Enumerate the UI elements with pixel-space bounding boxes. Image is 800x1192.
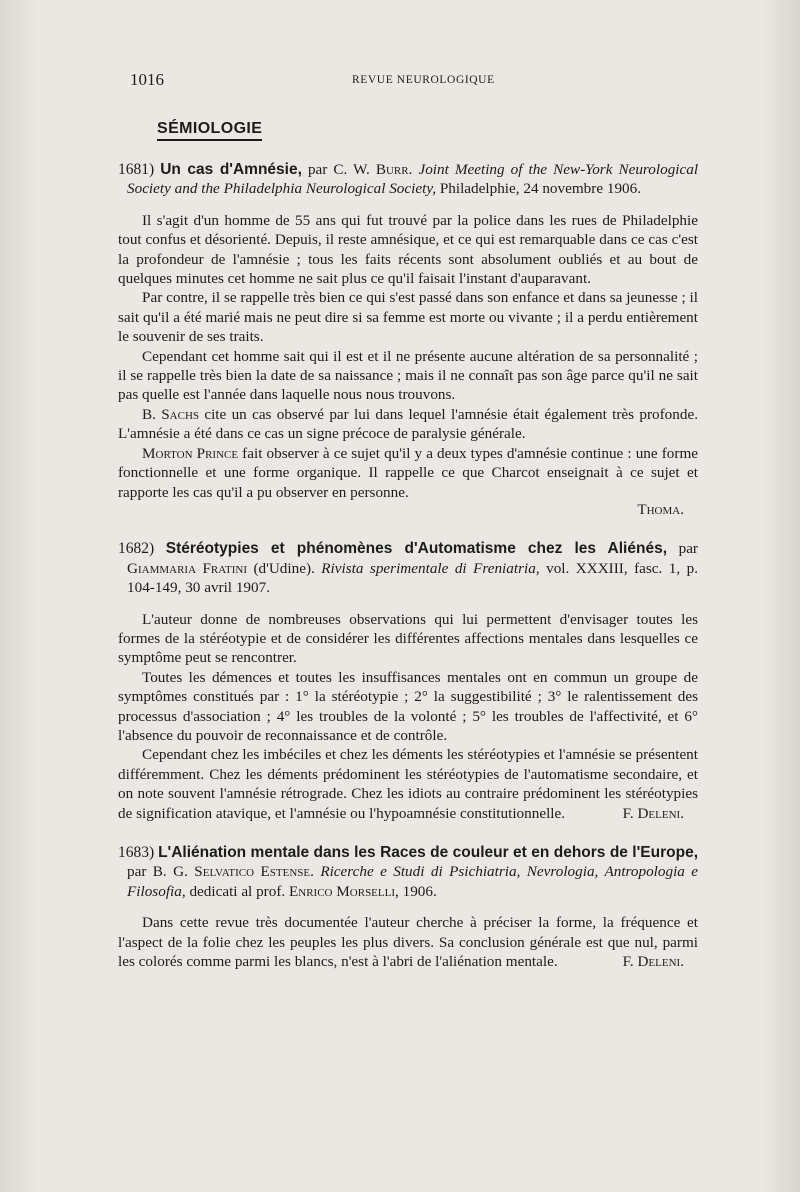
article-1681 [118,160,698,519]
article-place-date: Philadelphie, 24 novembre 1906. [439,180,642,198]
running-title: REVUE NEUROLOGIQUE [352,74,495,86]
article-heading [118,539,698,597]
article-heading [118,160,698,199]
paragraph-text: Cependant chez les imbéciles et chez les déments les stéréotypies et l'amnésie se présentent différemment. Chez les déments prédominent les stéréotypies de l'automatisme secondaire, et on note souvent l'amnésie rétrograde. Chez les idiots au contraire prédominent les stéréotypies de signification atavique, et l'amnésie ou l'hypoamnésie constitutionnelle. [118,746,698,822]
article-list [118,160,698,991]
article-heading [118,843,698,901]
article-details: vol. XXXIII, fasc. 1, p. 104-149, 30 avril 1907. [127,559,699,597]
paragraph [118,405,698,444]
article-title: Un cas d'Amnésie, [160,161,302,178]
article-par: par B. G. [127,863,188,881]
article-source: Ricerche e Studi di Psichiatria, Nevrologia, Antropologia e Filosofia, [127,863,699,900]
article-number: 1681) [118,161,155,178]
paragraph-text: cite un cas observé par lui dans lequel l'amnésie était également très profonde. L'amnésie a été dans ce cas un signe précoce de paralysie générale. [118,405,698,443]
article-dedicatee: Enrico Morselli, [288,882,399,900]
paragraph: L'auteur donne de nombreuses observations qui lui permettent d'envisager toutes les formes de la stéréotypie et de considérer les différentes affections mentales dans lesquelles ce symptôme peut se rencontrer. [118,610,698,667]
reviewer-signature: Thoma. [637,500,684,518]
article-author: Burr. [375,161,413,178]
article-year: 1906. [402,882,437,900]
article-par: par C. W. [307,161,370,178]
paragraph-text: fait observer à ce sujet qu'il y a deux types d'amnésie continue : une forme fonctionnelle et une forme organique. Il rappelle ce que Charcot enseignait à ce sujet et rapporte les cas qu'il a pu observer en personne. [118,444,698,501]
paragraph: Toutes les démences et toutes les insuffisances mentales ont en commun un groupe de symptômes constitués par : 1° la stéréotypie ; 2° la suggestibilité ; 3° le ralentissement des processus d'association ; 4° les troubles de la volonté ; 5° les troubles de l'affectivité, et 6° l'absence du pouvoir de reconnaissance et de contrôle. [118,668,698,744]
article-dedication: dedicati al prof. [189,882,286,900]
article-source: Joint Meeting of the New-York Neurological Society and the Philadelphia Neurological Society, [127,161,699,198]
article-author-place: (d'Udine). [253,559,315,577]
paragraph-text: Dans cette revue très documentée l'auteur cherche à préciser la forme, la fréquence et l'aspect de la folie chez les peuples les plus divers. Sa conclusion générale est que nul, parmi les colorés comme parmi les blancs, n'est à l'abri de l'aliénation mentale. [118,914,698,971]
article-1682 [118,539,698,823]
cited-author: Morton Prince [142,444,239,462]
reviewer-signature: F. Deleni. [622,804,684,822]
page-header [130,70,710,94]
paragraph [118,444,698,502]
article-title: L'Aliénation mentale dans les Races de couleur et en dehors de l'Europe, [158,844,699,861]
paragraph: Par contre, il se rappelle très bien ce qui s'est passé dans son enfance et dans sa jeunesse ; il sait qu'il a été marié mais ne peut dire si sa femme est morte ou vivante ; il a perdu entièrement le souvenir de ses traits. [118,289,698,346]
article-author: Selvatico Estense. [194,863,314,881]
article-number: 1683) [118,844,155,861]
paragraph: Cependant cet homme sait qui il est et il ne présente aucune altération de sa personnalité ; il se rappelle très bien la date de sa naissance ; mais il ne connaît pas son âge parce qu'il ne sait pas quelle est l'année dans laquelle nous nous trouvons. [118,347,698,404]
section-heading: SÉMIOLOGIE [157,120,262,141]
article-par: par [678,540,698,558]
article-title: Stéréotypies et phénomènes d'Automatisme chez les Aliénés, [165,540,667,558]
page-number: 1016 [130,70,164,89]
paragraph [118,913,698,971]
paragraph: Il s'agit d'un homme de 55 ans qui fut trouvé par la police dans les rues de Philadelphie tout confus et désorienté. Depuis, il reste amnésique, et ce qui est remarquable dans ce cas c'est la profondeur de l'amnésie ; tous les faits récents sont absolument oubliés et au bout de quelques minutes cet homme ne sait plus ce qu'il faisait l'instant d'auparavant. [118,211,698,288]
article-number: 1682) [118,540,155,558]
article-author: Giammaria Fratini [127,559,247,577]
article-1683 [118,843,698,971]
paragraph [118,745,698,823]
reviewer-signature: F. Deleni. [622,953,684,971]
cited-author: B. Sachs [142,405,200,423]
article-source: Rivista sperimentale di Freniatria, [321,559,540,577]
